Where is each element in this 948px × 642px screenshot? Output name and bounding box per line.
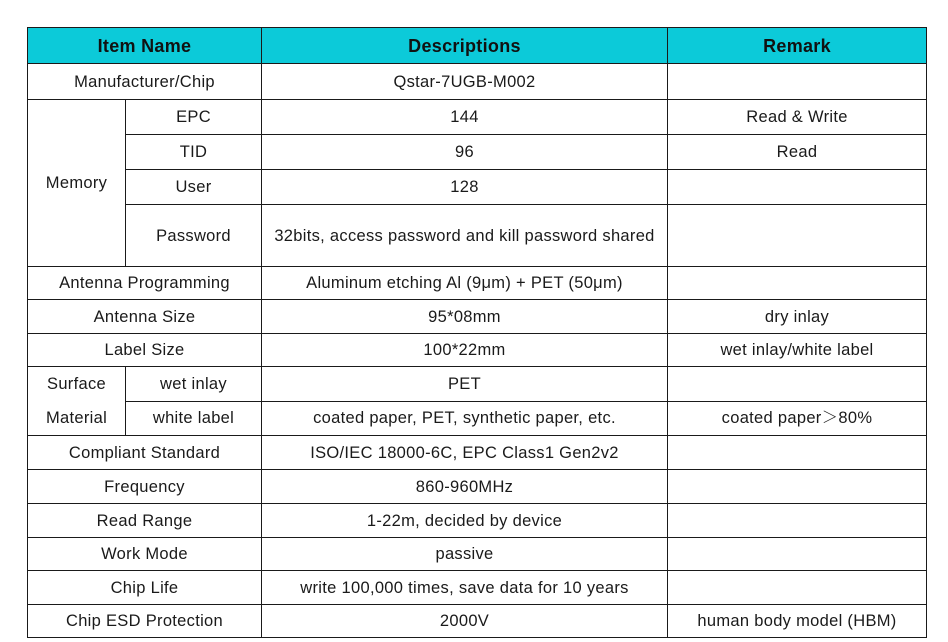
spec-table — [27, 27, 927, 638]
row-sublabel: white label — [126, 401, 262, 436]
row-description: 95*08mm — [262, 300, 668, 334]
table-row-manufacturer — [28, 64, 927, 100]
surface-label-line1: Surface — [47, 375, 106, 393]
row-description: 32bits, access password and kill password shared — [262, 205, 668, 267]
table-row-memory-tid — [28, 135, 927, 170]
row-description: 1-22m, decided by device — [262, 504, 668, 538]
row-description: Qstar-7UGB-M002 — [262, 64, 668, 100]
row-label: Chip ESD Protection — [28, 605, 262, 638]
row-remark — [668, 170, 927, 205]
row-remark — [668, 267, 927, 300]
row-label: Read Range — [28, 504, 262, 538]
table-row-read-range — [28, 504, 927, 538]
row-description: ISO/IEC 18000-6C, EPC Class1 Gen2v2 — [262, 436, 668, 470]
table-row-label-size — [28, 334, 927, 367]
table-row-antenna-programming — [28, 267, 927, 300]
row-label: Frequency — [28, 470, 262, 504]
row-label: Compliant Standard — [28, 436, 262, 470]
table-row-chip-life — [28, 571, 927, 605]
row-label: Antenna Programming — [28, 267, 262, 300]
row-description: PET — [262, 367, 668, 402]
row-remark — [668, 571, 927, 605]
row-remark: coated paper＞80% — [668, 401, 927, 436]
row-remark — [668, 470, 927, 504]
row-label: Antenna Size — [28, 300, 262, 334]
header-item-name: Item Name — [28, 28, 262, 64]
table-row-surface-white-label — [28, 401, 927, 436]
row-remark — [668, 64, 927, 100]
table-row-antenna-size — [28, 300, 927, 334]
row-sublabel: EPC — [126, 100, 262, 135]
memory-group-label: Memory — [28, 100, 126, 267]
row-remark — [668, 504, 927, 538]
row-description: 860-960MHz — [262, 470, 668, 504]
row-description: 96 — [262, 135, 668, 170]
table-row-work-mode — [28, 538, 927, 571]
row-label: Work Mode — [28, 538, 262, 571]
row-description: 128 — [262, 170, 668, 205]
row-remark: human body model (HBM) — [668, 605, 927, 638]
row-remark: dry inlay — [668, 300, 927, 334]
row-remark: Read & Write — [668, 100, 927, 135]
row-remark: wet inlay/white label — [668, 334, 927, 367]
surface-label-line2: Material — [45, 409, 108, 427]
row-description: 144 — [262, 100, 668, 135]
row-remark — [668, 205, 927, 267]
row-sublabel: wet inlay — [126, 367, 262, 402]
table-row-memory-password — [28, 205, 927, 267]
row-sublabel: User — [126, 170, 262, 205]
table-row-surface-wet-inlay — [28, 367, 927, 402]
table-row-compliant-standard — [28, 436, 927, 470]
row-description: 2000V — [262, 605, 668, 638]
row-description: passive — [262, 538, 668, 571]
header-descriptions: Descriptions — [262, 28, 668, 64]
row-sublabel: TID — [126, 135, 262, 170]
row-description: 100*22mm — [262, 334, 668, 367]
row-description: Aluminum etching Al (9μm) + PET (50μm) — [262, 267, 668, 300]
row-description: coated paper, PET, synthetic paper, etc. — [262, 401, 668, 436]
row-sublabel: Password — [126, 205, 262, 267]
row-remark — [668, 538, 927, 571]
row-description: write 100,000 times, save data for 10 years — [262, 571, 668, 605]
table-row-chip-esd — [28, 605, 927, 638]
header-row — [28, 28, 927, 64]
table-row-memory-user — [28, 170, 927, 205]
table-row-memory-epc — [28, 100, 927, 135]
row-remark — [668, 367, 927, 402]
header-remark: Remark — [668, 28, 927, 64]
row-label: Chip Life — [28, 571, 262, 605]
row-remark — [668, 436, 927, 470]
row-remark: Read — [668, 135, 927, 170]
row-label: Label Size — [28, 334, 262, 367]
row-label: Manufacturer/Chip — [28, 64, 262, 100]
surface-material-group-label — [28, 367, 126, 436]
table-row-frequency — [28, 470, 927, 504]
